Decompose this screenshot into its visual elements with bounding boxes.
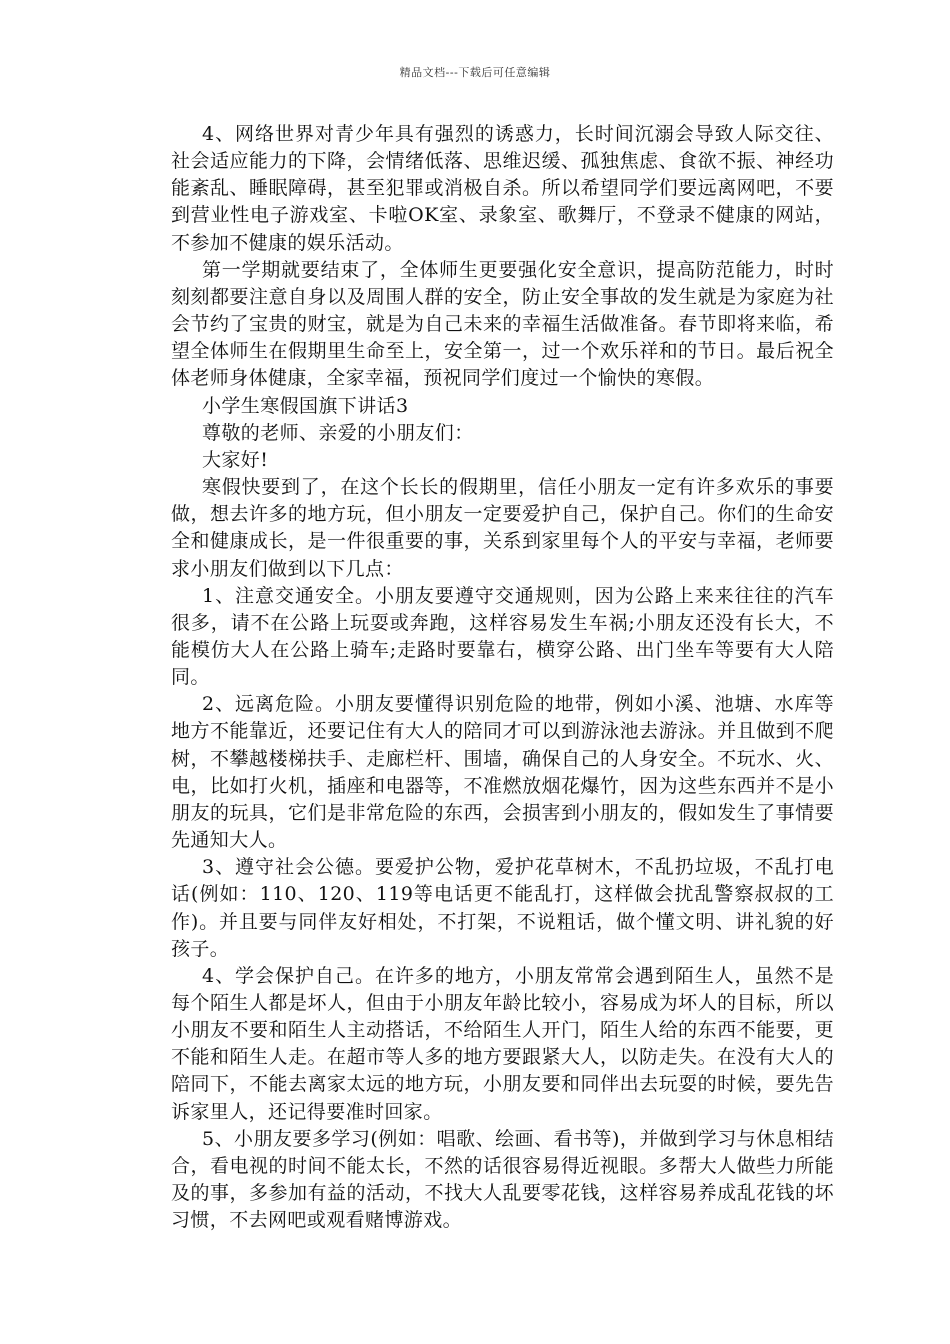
document-body bbox=[0, 121, 950, 1234]
paragraph-public-morality: 3、遵守社会公德。要爱护公物，爱护花草树木，不乱扔垃圾，不乱打电话(例如：110、120、119等电话更不能乱打，这样做会扰乱警察叔叔的工作)。并且要与同伴友好相处，不打架，不说粗话，做个懂文明、讲礼貌的好孩子。 bbox=[171, 856, 834, 960]
paragraph-traffic-safety: 1、注意交通安全。小朋友要遵守交通规则，因为公路上来来往往的汽车很多，请不在公路上玩耍或奔跑，这样容易发生车祸;小朋友还没有长大，不能模仿大人在公路上骑车;走路时要靠右，横穿公路、出门坐车等要有大人陪同。 bbox=[171, 584, 834, 689]
speech-greeting: 大家好! bbox=[202, 448, 269, 471]
paragraph-study-more: 5、小朋友要多学习(例如：唱歌、绘画、看书等)，并做到学习与休息相结合，看电视的时间不能太长，不然的话很容易得近视眼。多帮大人做些力所能及的事，多参加有益的活动，不找大人乱要零花钱，这样容易养成乱花钱的坏习惯，不去网吧或观看赌博游戏。 bbox=[171, 1127, 834, 1232]
paragraph-avoid-danger: 2、远离危险。小朋友要懂得识别危险的地带，例如小溪、池塘、水库等地方不能靠近，还要记住有大人的陪同才可以到游泳池去游泳。并且做到不爬树，不攀越楼梯扶手、走廊栏杆、围墙，确保自己的人身安全。不玩水、火、电，比如打火机，插座和电器等，不准燃放烟花爆竹，因为这些东西并不是小朋友的玩具，它们是非常危险的东西，会损害到小朋友的，假如发生了事情要先通知大人。 bbox=[171, 693, 834, 852]
page-header: 精品文档---下载后可任意编辑 bbox=[399, 66, 551, 79]
paragraph-semester-end: 第一学期就要结束了，全体师生更要强化安全意识，提高防范能力，时时刻刻都要注意自身以及周围人群的安全，防止安全事故的发生就是为家庭为社会节约了宝贵的财宝，就是为自己未来的幸福生活做准备。春节即将来临，希望全体师生在假期里生命至上，安全第一，过一个欢乐祥和的节日。最后祝全体老师身体健康，全家幸福，预祝同学们度过一个愉快的寒假。 bbox=[171, 258, 834, 390]
paragraph-intro: 寒假快要到了，在这个长长的假期里，信任小朋友一定有许多欢乐的事要做，想去许多的地方玩，但小朋友一定要爱护自己，保护自己。你们的生命安全和健康成长，是一件很重要的事，关系到家里每个人的平安与幸福，老师要求小朋友们做到以下几点： bbox=[171, 476, 834, 580]
speech-title: 小学生寒假国旗下讲话3 bbox=[202, 394, 409, 417]
speech-salutation: 尊敬的老师、亲爱的小朋友们： bbox=[202, 421, 474, 444]
paragraph-self-protection: 4、学会保护自己。在许多的地方，小朋友常常会遇到陌生人，虽然不是每个陌生人都是坏人，但由于小朋友年龄比较小，容易成为坏人的目标，所以小朋友不要和陌生人主动搭话，不给陌生人开门，陌生人给的东西不能要，更不能和陌生人走。在超市等人多的地方要跟紧大人，以防走失。在没有大人的陪同下，不能去离家太远的地方玩，小朋友要和同伴出去玩耍的时候，要先告诉家里人，还记得要准时回家。 bbox=[171, 964, 834, 1123]
paragraph-internet-warning: 4、网络世界对青少年具有强烈的诱惑力，长时间沉溺会导致人际交往、社会适应能力的下降，会情绪低落、思维迟缓、孤独焦虑、食欲不振、神经功能紊乱、睡眠障碍，甚至犯罪或消极自杀。所以希望同学们要远离网吧，不要到营业性电子游戏室、卡啦OK室、录象室、歌舞厅，不登录不健康的网站，不参加不健康的娱乐活动。 bbox=[171, 123, 834, 254]
